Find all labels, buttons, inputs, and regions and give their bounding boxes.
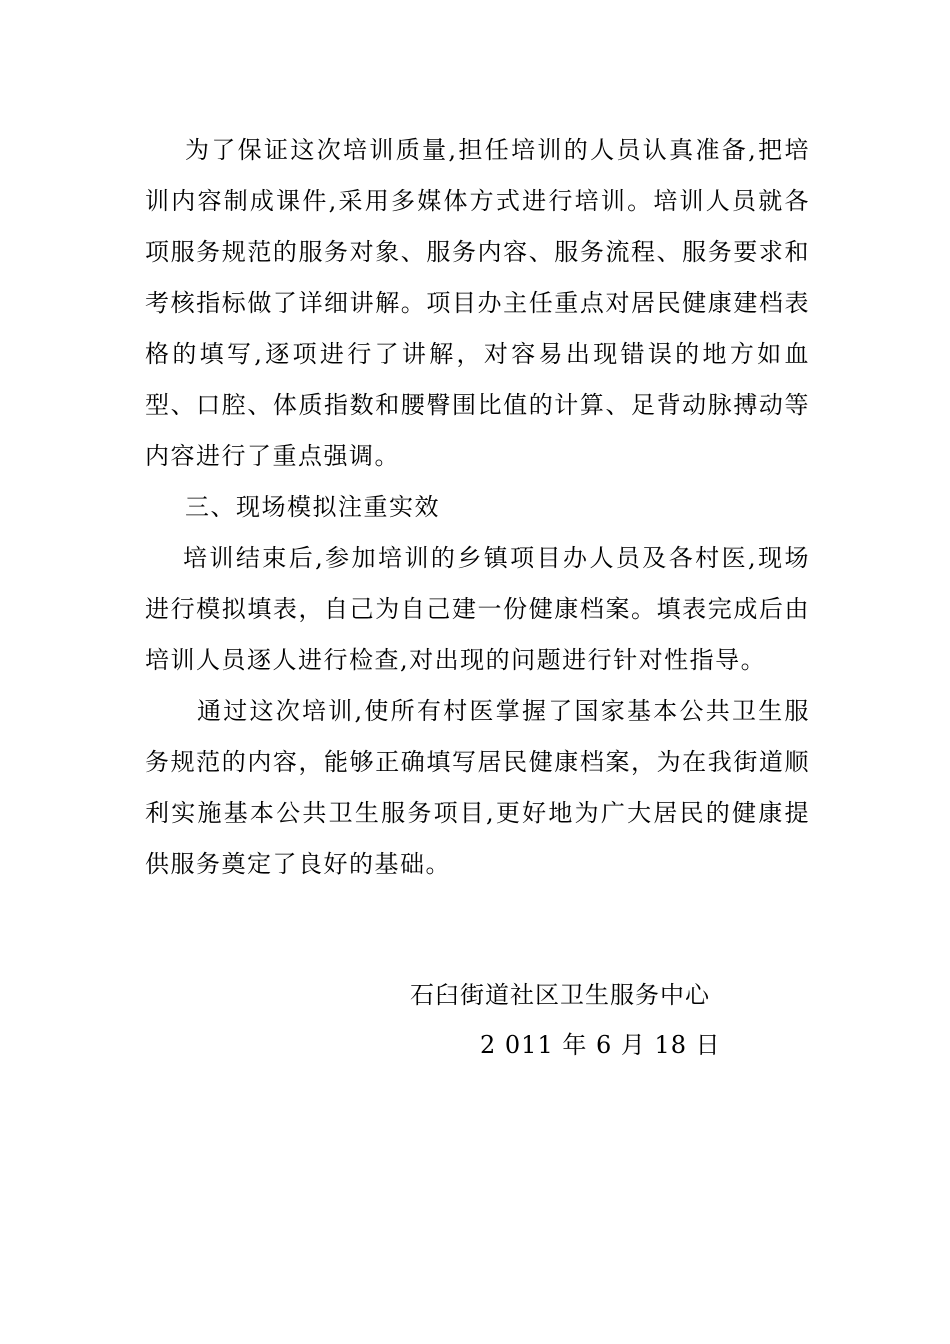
paragraph-simulation: 培训结束后,参加培训的乡镇项目办人员及各村医,现场进行模拟填表，自己为自己建一份健康档案。填表完成后由培训人员逐人进行检查,对出现的问题进行针对性指导。 [145,544,810,674]
paragraph-conclusion: 通过这次培训,使所有村医掌握了国家基本公共卫生服务规范的内容，能够正确填写居民健康档案，为在我街道顺利实施基本公共卫生服务项目,更好地为广大居民的健康提供服务奠定了良好的基础。 [145,697,810,878]
paragraph-training-quality: 为了保证这次培训质量,担任培训的人员认真准备,把培训内容制成课件,采用多媒体方式进行培训。培训人员就各项服务规范的服务对象、服务内容、服务流程、服务要求和考核指标做了详细讲解。项目办主任重点对居民健康建档表格的填写,逐项进行了讲解，对容易出现错误的地方如血型、口腔、体质指数和腰臀围比值的计算、足背动脉搏动等内容进行了重点强调。 [145,136,810,470]
document-body [145,125,810,890]
section-heading-simulation: 三、现场模拟注重实效 [185,493,440,521]
signature-date: 2 011 年 6 月 18 日 [480,1031,721,1059]
signature-organization: 石臼街道社区卫生服务中心 [410,981,710,1009]
